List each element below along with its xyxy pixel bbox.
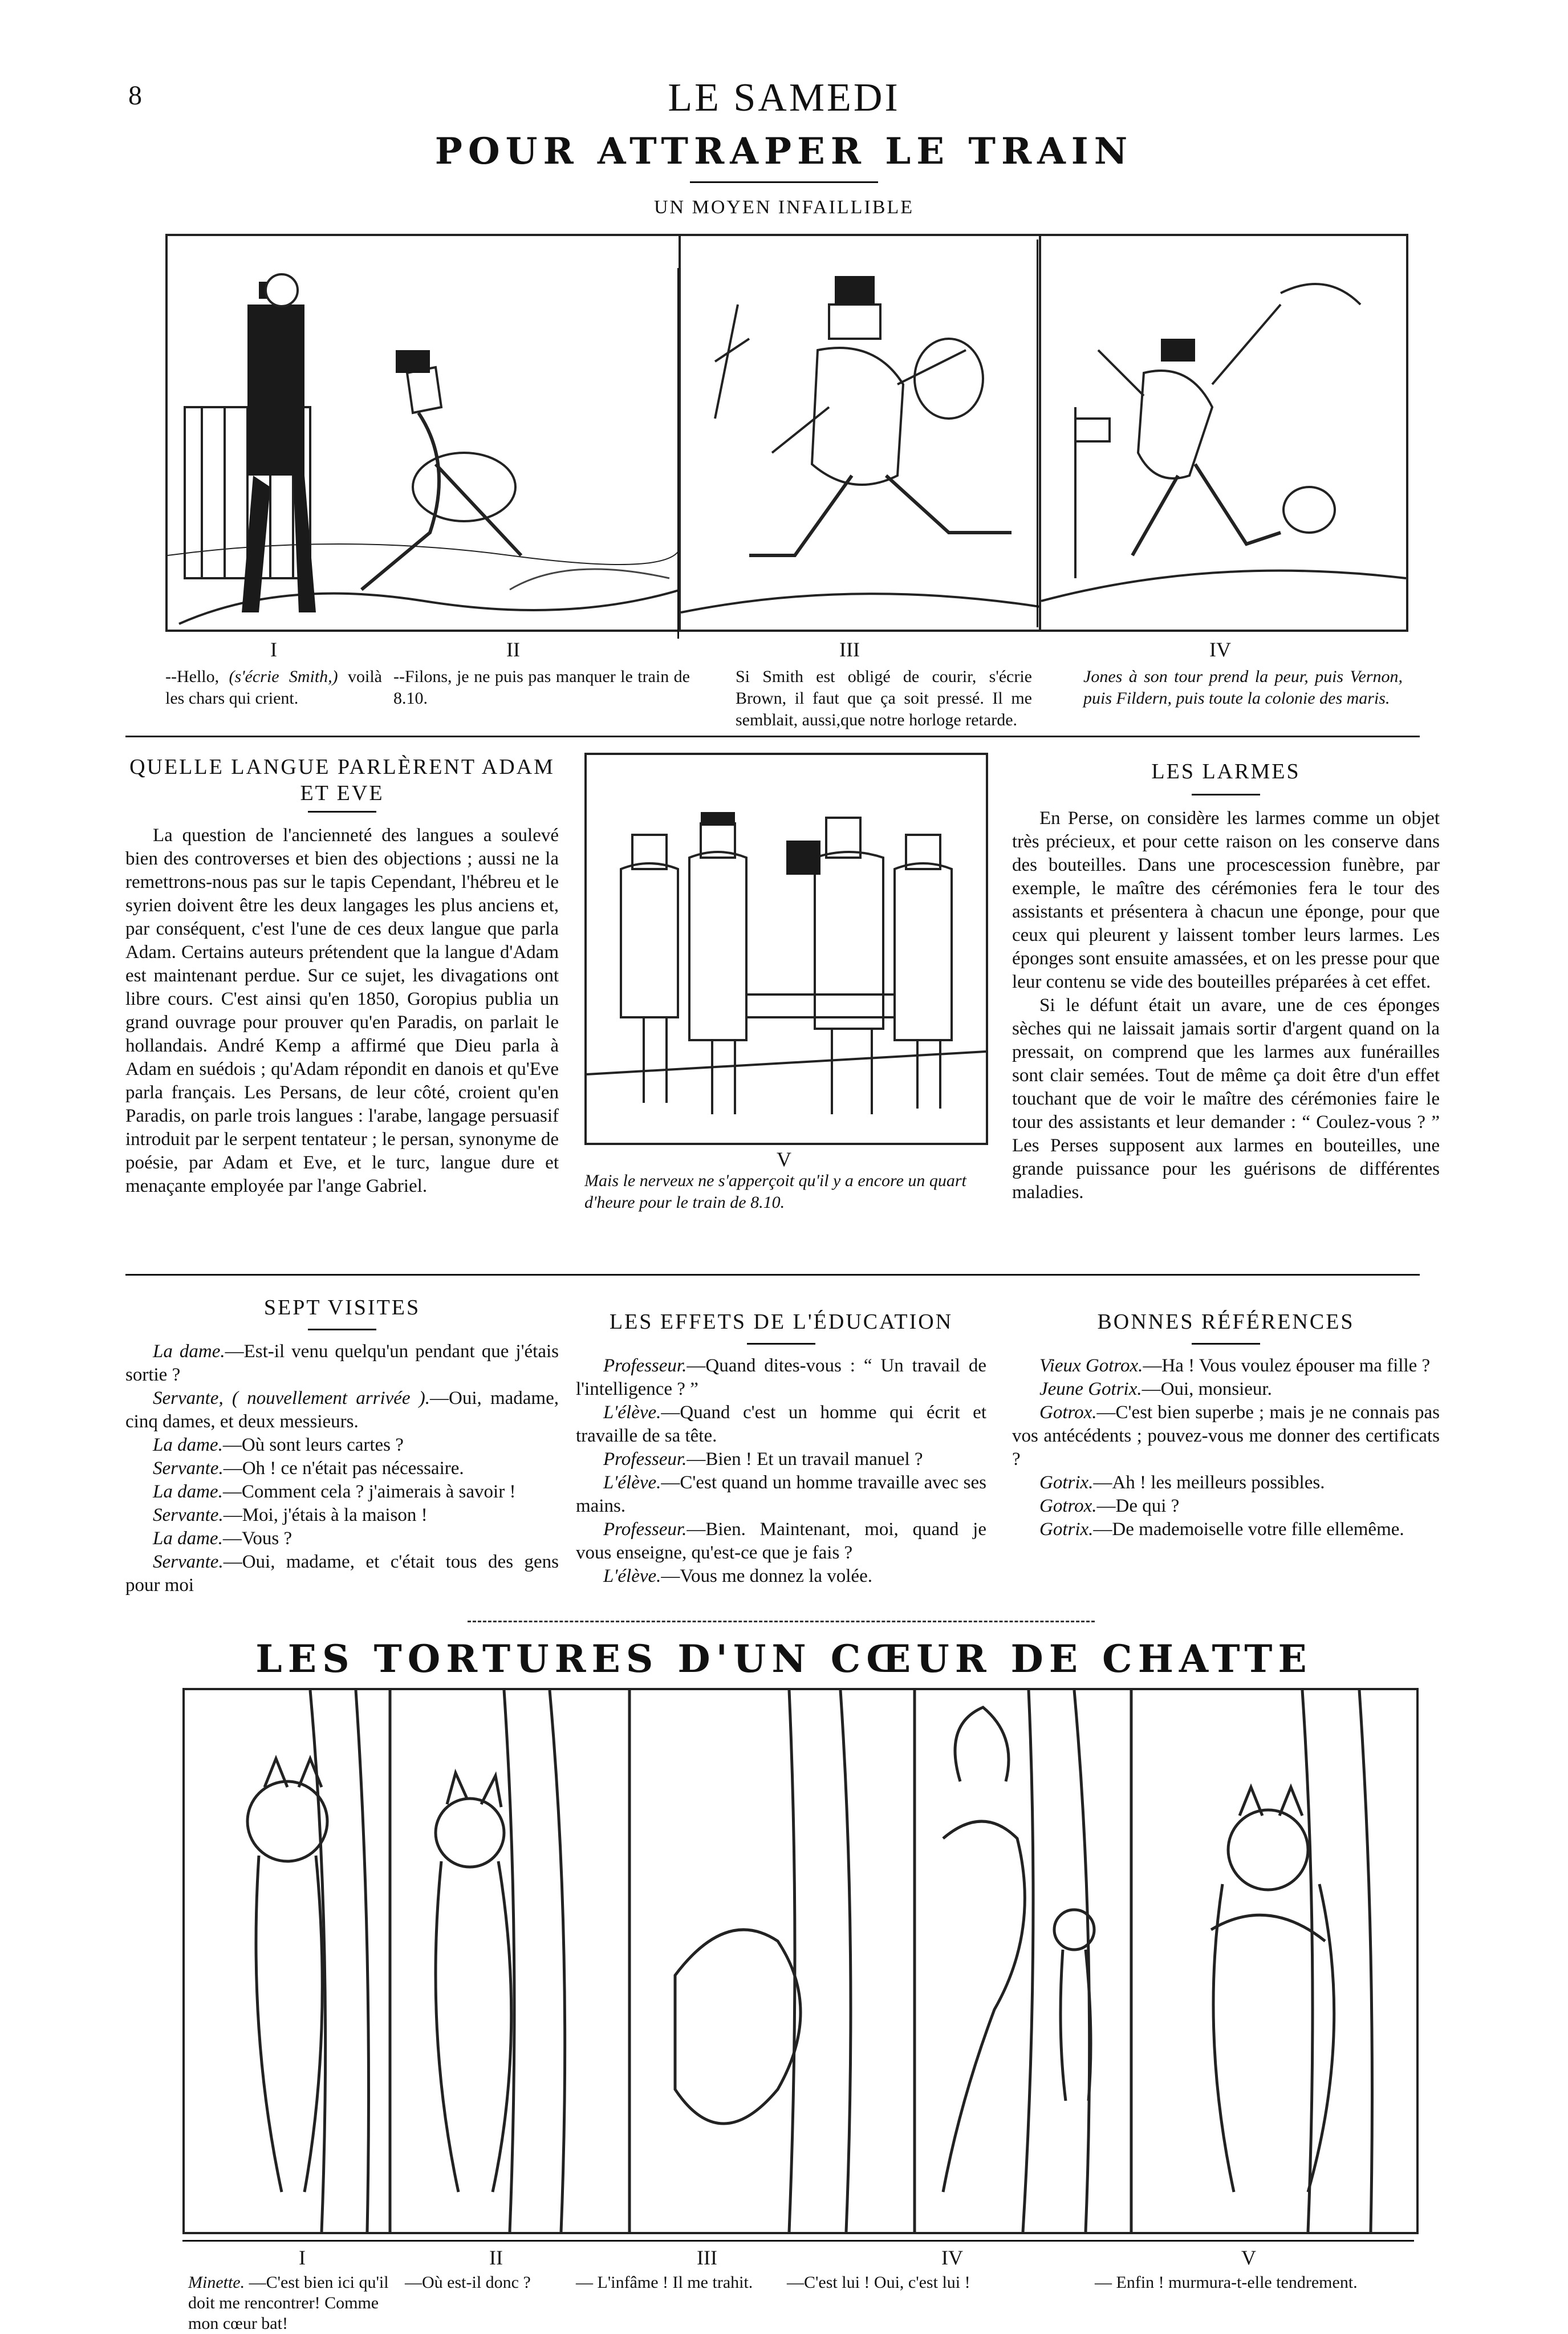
dashed-separator: [468, 1621, 1095, 1622]
panel-numeral: V: [1241, 2246, 1256, 2269]
train-panel-3: [679, 234, 1042, 632]
article-title-langue: QUELLE LANGUE PARLÈRENT ADAM ET EVE: [129, 755, 555, 805]
cat-strip-illustration: [185, 1690, 1416, 2232]
panel-numeral: I: [270, 638, 277, 661]
panel-divider: [1037, 240, 1038, 627]
strip-subtitle: UN MOYEN INFAILLIBLE: [654, 197, 914, 218]
train-panel-1-2: [165, 234, 683, 632]
panel-caption: —C'est lui ! Oui, c'est lui !: [787, 2273, 970, 2292]
title-rule: [1192, 1343, 1260, 1345]
article-title-larmes: LES LARMES: [1151, 760, 1301, 784]
panel-numeral: V: [777, 1148, 791, 1171]
panel-numeral: IV: [1209, 638, 1231, 661]
strip-title-train: POUR ATTRAPER LE TRAIN: [434, 130, 1134, 173]
section-rule: [125, 736, 1420, 737]
panel-caption: — L'infâme ! Il me trahit.: [576, 2273, 753, 2292]
cat-strip: [182, 1688, 1419, 2234]
panel-numeral: II: [489, 2246, 503, 2269]
title-rule: [747, 1343, 815, 1345]
article-body-langue: La question de l'ancienneté des langues a soulevé bien des controverses et bien des objections ; aussi ne la remettrons-nous pas sur le tapis Cependant, l'hébreu et le syrien doivent être les deux langages les plus anciens et, par conséquent, c'est l'une de ces deux langue que parla Adam. Certains auteurs prétendent que la langue d'Adam est maintenant perdue. Sur ce sujet, les divagations ont libre cours. C'est ainsi qu'en 1850, Goropius publia un grand ouvrage pour prouver qu'en Paradis, on parlait le hollandais. André Kemp a affirmé que Dieu parla à Adam en suédois ; qu'Adam répondit en danois et qu'Eve parla français. Les Persans, de leur côté, croient qu'en Paradis, on parle trois langues : l'arabe, langage persuasif introduit par le serpent tentateur ; le persan, synonyme de poésie, par Adam et Eve, et le turc, langue dure et menaçante employée par l'ange Gabriel.: [125, 825, 559, 1196]
article-body-references: Vieux Gotrox.—Ha ! Vous voulez épouser ma fille ? Jeune Gotrix.—Oui, monsieur. Gotrox.—C'est bien superbe ; mais je ne connais pas vos antécédents ; pouvez-vous me donner des certificats ? Gotrix.—Ah ! les meilleurs possibles. Gotrox.—De qui ? Gotrix.—De mademoiselle votre fille ellemême.: [1012, 1355, 1440, 1540]
article-title-references: BONNES RÉFÉRENCES: [1097, 1310, 1355, 1334]
running-men-illustration: [168, 236, 681, 630]
title-rule: [308, 811, 376, 813]
center-panel: [584, 753, 988, 1145]
panel-numeral: III: [697, 2246, 717, 2269]
panel-caption: --Hello, (s'écrie Smith,) voilà les chars qui crient.: [165, 667, 382, 708]
panel-numeral: IV: [941, 2246, 963, 2269]
article-title-education: LES EFFETS DE L'ÉDUCATION: [609, 1310, 953, 1334]
panel-caption: --Filons, je ne puis pas manquer le train de 8.10.: [393, 667, 690, 708]
title-rule: [690, 181, 878, 183]
article-body-larmes: En Perse, on considère les larmes comme un objet très précieux, et pour cette raison on les conserve dans des bouteilles. Dans une procescession funèbre, par exemple, le maître des cérémonies fera le tour des assistants et présentera à chacun une éponge, pour que ceux qui pleurent y laissent tomber leurs larmes. Les éponges sont ensuite amassées, et on les presse pour que leur contenu se vide des bouteilles préparées à cet effet. Si le défunt était un avare, une de ces éponges sèches qui ne laissait jamais sortir d'argent quand on la pressait, on comprend que les larmes aux funérailles sont clair semées. Tout de même ça doit être d'un effet touchant que de voir le maître des cérémonies faire le tour des assistants et leur demander : “ Coulez-vous ? ” Les Perses supposent aux larmes en bouteilles, une grande puissance pour les guérisons de différentes maladies.: [1012, 808, 1440, 1203]
panel-caption: —Où est-il donc ?: [405, 2273, 531, 2292]
panel-caption: Mais le nerveux ne s'apperçoit qu'il y a encore un quart d'heure pour le train de 8.10.: [584, 1171, 966, 1212]
title-rule: [308, 1329, 376, 1330]
smith-running-illustration: [681, 236, 1040, 630]
panel-caption: — Enfin ! murmura-t-elle tendrement.: [1095, 2273, 1358, 2292]
panel-numeral: II: [506, 638, 520, 661]
newspaper-title: LE SAMEDI: [668, 76, 900, 120]
article-body-education: Professeur.—Quand dites-vous : “ Un travail de l'intelligence ? ” L'élève.—Quand c'est un homme qui écrit et travaille de sa tête. Professeur.—Bien ! Et un travail manuel ? L'élève.—C'est quand un homme travaille avec ses mains. Professeur.—Bien. Maintenant, moi, quand je vous enseigne, qu'est-ce que je fais ? L'élève.—Vous me donnez la volée.: [576, 1355, 986, 1586]
strip-baseline: [182, 2240, 1414, 2242]
page-number: 8: [128, 80, 142, 111]
panel-caption: Minette. —C'est bien ici qu'il doit me rencontrer! Comme mon cœur bat!: [188, 2273, 389, 2333]
article-title-visites: SEPT VISITES: [263, 1296, 421, 1320]
panel-caption: Jones à son tour prend la peur, puis Vernon, puis Fildern, puis toute la colonie des maris.: [1083, 667, 1403, 708]
title-rule: [1192, 794, 1260, 795]
article-body-visites: La dame.—Est-il venu quelqu'un pendant que j'étais sortie ? Servante, ( nouvellement arrivée ).—Oui, madame, cinq dames, et deux messieurs. La dame.—Où sont leurs cartes ? Servante.—Oh ! ce n'était pas nécessaire. La dame.—Comment cela ? j'aimerais à savoir ! Servante.—Moi, j'étais à la maison ! La dame.—Vous ? Servante.—Oui, madame, et c'était tous des gens pour moi: [125, 1341, 559, 1596]
train-panel-4: [1039, 234, 1408, 632]
panel-numeral: III: [839, 638, 860, 661]
panel-caption: Si Smith est obligé de courir, s'écrie Brown, il faut que ça soit pressé. Il me semblait, aussi,que notre horloge retarde.: [736, 667, 1032, 729]
strip-title-chatte: LES TORTURES D'UN CŒUR DE CHATTE: [255, 1637, 1313, 1681]
section-rule: [125, 1274, 1420, 1276]
crowd-illustration: [587, 755, 986, 1143]
panel-numeral: I: [299, 2246, 306, 2269]
man-tumbling-illustration: [1041, 236, 1406, 630]
